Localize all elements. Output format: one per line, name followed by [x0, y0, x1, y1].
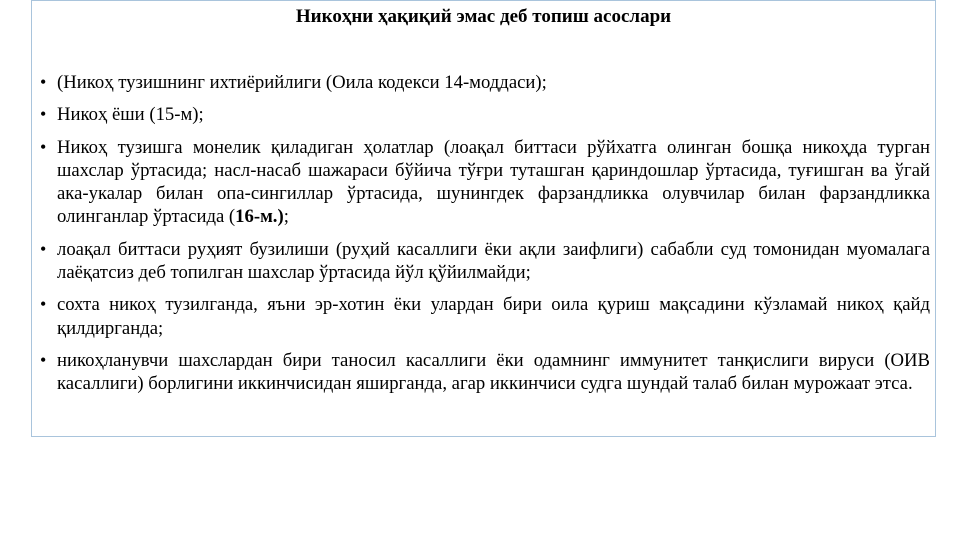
list-item-text: никоҳланувчи шахслардан бири таносил касаллиги ёки одамнинг иммунитет танқислиги вируси (ОИВ касаллиги) борлигини иккинчисидан яширганда, агар иккинчиси судга шундай талаб билан мурожаат этса.	[57, 349, 930, 395]
list-item	[40, 136, 930, 229]
bullet-icon: •	[40, 349, 47, 370]
list-item	[40, 293, 930, 340]
list-item-text: Никоҳ тузишга монелик қиладиган ҳолатлар (лоақал биттаси рўйхатга олинган бошқа никоҳда турган шахслар ўртасида; насл-насаб шажараси бўйича тўғри туташган қариндошлар ўртасида, туғишган ва ўгай ака-укалар билан опа-сингиллар ўртасида, шунингдек фарзандликка олувчилар билан фарзандликка олинганлар ўртасида (	[57, 136, 930, 228]
list-item-text: сохта никоҳ тузилганда, яъни эр-хотин ёки улардан бири оила қуриш мақсадини кўзламай никоҳ қайд қилдирганда;	[57, 294, 930, 339]
list-item-tail: ;	[283, 206, 289, 228]
list-item-text: лоақал биттаси руҳият бузилиши (руҳий касаллиги ёки ақли заифлиги) сабабли суд томонидан муомалага лаёқатсиз деб топилган шахслар ўртасида йўл қўйилмайди;	[57, 238, 930, 284]
list-item-text: Никоҳ ёши (15-м);	[57, 104, 204, 126]
content-frame	[31, 0, 936, 437]
list-item	[40, 103, 930, 126]
bullet-icon: •	[40, 104, 47, 125]
bullet-icon: •	[40, 238, 47, 259]
bullet-icon: •	[40, 294, 47, 315]
list-item	[40, 238, 930, 285]
bullet-icon: •	[40, 72, 47, 92]
list-item	[40, 71, 930, 94]
article-reference: 16-м.)	[235, 206, 284, 228]
bullet-list	[40, 71, 930, 405]
slide-title: Никоҳни ҳақиқий эмас деб топиш асослари	[295, 6, 672, 27]
list-item	[40, 349, 930, 396]
list-item-text: (Никоҳ тузишнинг ихтиёрийлиги (Оила кодекси 14-моддаси);	[57, 72, 547, 93]
bullet-icon: •	[40, 136, 47, 157]
